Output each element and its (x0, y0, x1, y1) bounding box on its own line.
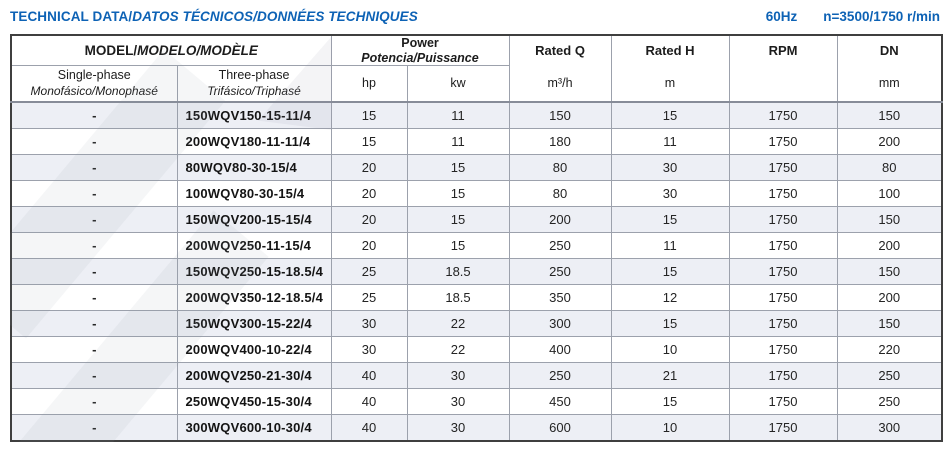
cell-rpm: 1750 (729, 389, 837, 415)
cell-rated-h: 15 (611, 389, 729, 415)
cell-hp: 30 (331, 311, 407, 337)
cell-kw: 18.5 (407, 285, 509, 311)
header-power-en: Power (401, 36, 439, 51)
table-body (11, 102, 942, 441)
cell-rpm: 1750 (729, 233, 837, 259)
cell-model: 200WQV250-11-15/4 (177, 233, 331, 259)
cell-hp: 40 (331, 389, 407, 415)
header-rated-q (509, 35, 611, 102)
header-dn (837, 35, 942, 102)
table-row (11, 102, 942, 129)
header-power-group (331, 35, 509, 66)
cell-rated-q: 350 (509, 285, 611, 311)
table-row (11, 311, 942, 337)
cell-hp: 15 (331, 129, 407, 155)
cell-model: 200WQV250-21-30/4 (177, 363, 331, 389)
table-row (11, 207, 942, 233)
cell-dn: 150 (837, 207, 942, 233)
cell-kw: 22 (407, 337, 509, 363)
cell-model: 200WQV180-11-11/4 (177, 129, 331, 155)
cell-rated-h: 15 (611, 102, 729, 129)
header-rated-h-unit: m (664, 76, 676, 90)
cell-dn: 250 (837, 389, 942, 415)
cell-rpm: 1750 (729, 337, 837, 363)
frequency-label: 60Hz (765, 9, 798, 24)
header-rated-h-label: Rated H (645, 43, 695, 58)
table-row (11, 233, 942, 259)
header-kw: kw (407, 66, 509, 103)
cell-rated-h: 10 (611, 337, 729, 363)
cell-rated-h: 30 (611, 155, 729, 181)
cell-single-phase: - (11, 285, 177, 311)
cell-model: 150WQV150-15-11/4 (177, 102, 331, 129)
header-rated-q-label: Rated Q (535, 43, 585, 58)
cell-hp: 20 (331, 155, 407, 181)
header-dn-label: DN (879, 43, 899, 58)
header-power-i18n: Potencia/Puissance (361, 50, 479, 65)
cell-rated-h: 11 (611, 129, 729, 155)
cell-rated-q: 80 (509, 155, 611, 181)
cell-rated-h: 15 (611, 207, 729, 233)
cell-rated-h: 30 (611, 181, 729, 207)
cell-hp: 30 (331, 337, 407, 363)
cell-model: 150WQV250-15-18.5/4 (177, 259, 331, 285)
cell-rated-h: 10 (611, 415, 729, 442)
table-container (10, 34, 941, 442)
cell-kw: 30 (407, 389, 509, 415)
header-three-phase (177, 66, 331, 103)
cell-dn: 80 (837, 155, 942, 181)
cell-kw: 15 (407, 181, 509, 207)
cell-rated-h: 15 (611, 259, 729, 285)
header-three-phase-en: Three-phase (218, 68, 290, 83)
cell-rated-h: 21 (611, 363, 729, 389)
header-model-group (11, 35, 331, 66)
header-specs (766, 9, 940, 24)
header-rated-q-unit: m³/h (547, 76, 573, 90)
cell-hp: 20 (331, 207, 407, 233)
header-row-groups (11, 35, 942, 66)
cell-model: 200WQV400-10-22/4 (177, 337, 331, 363)
cell-rated-q: 450 (509, 389, 611, 415)
cell-rated-h: 12 (611, 285, 729, 311)
cell-kw: 18.5 (407, 259, 509, 285)
cell-hp: 20 (331, 181, 407, 207)
cell-single-phase: - (11, 155, 177, 181)
cell-rpm: 1750 (729, 102, 837, 129)
header-hp: hp (331, 66, 407, 103)
cell-hp: 25 (331, 285, 407, 311)
cell-single-phase: - (11, 415, 177, 442)
cell-single-phase: - (11, 259, 177, 285)
cell-rated-q: 400 (509, 337, 611, 363)
cell-hp: 20 (331, 233, 407, 259)
cell-kw: 30 (407, 415, 509, 442)
cell-kw: 15 (407, 233, 509, 259)
cell-kw: 22 (407, 311, 509, 337)
cell-kw: 15 (407, 207, 509, 233)
cell-rated-h: 11 (611, 233, 729, 259)
cell-kw: 15 (407, 155, 509, 181)
cell-model: 150WQV300-15-22/4 (177, 311, 331, 337)
cell-kw: 11 (407, 102, 509, 129)
header-rated-h (611, 35, 729, 102)
table-row (11, 363, 942, 389)
cell-single-phase: - (11, 363, 177, 389)
cell-rated-q: 250 (509, 363, 611, 389)
header-rpm-label: RPM (768, 43, 798, 58)
cell-kw: 30 (407, 363, 509, 389)
table-row (11, 389, 942, 415)
cell-rated-q: 80 (509, 181, 611, 207)
cell-rated-q: 180 (509, 129, 611, 155)
cell-rated-q: 250 (509, 233, 611, 259)
cell-single-phase: - (11, 102, 177, 129)
cell-dn: 200 (837, 285, 942, 311)
cell-dn: 220 (837, 337, 942, 363)
header-three-phase-i18n: Trifásico/Triphasé (207, 83, 301, 98)
cell-hp: 25 (331, 259, 407, 285)
header-dn-unit: mm (878, 76, 900, 90)
header-rpm (729, 35, 837, 102)
cell-single-phase: - (11, 337, 177, 363)
cell-model: 300WQV600-10-30/4 (177, 415, 331, 442)
cell-hp: 15 (331, 102, 407, 129)
cell-rpm: 1750 (729, 129, 837, 155)
cell-model: 200WQV350-12-18.5/4 (177, 285, 331, 311)
cell-dn: 250 (837, 363, 942, 389)
cell-rpm: 1750 (729, 311, 837, 337)
cell-model: 80WQV80-30-15/4 (177, 155, 331, 181)
table-row (11, 415, 942, 442)
cell-dn: 300 (837, 415, 942, 442)
table-header (11, 35, 942, 102)
technical-data-table (10, 34, 943, 442)
cell-rated-h: 15 (611, 311, 729, 337)
cell-hp: 40 (331, 415, 407, 442)
title-translated: DATOS TÉCNICOS/DONNÉES TECHNIQUES (132, 9, 418, 24)
cell-single-phase: - (11, 389, 177, 415)
cell-dn: 200 (837, 129, 942, 155)
table-row (11, 155, 942, 181)
cell-single-phase: - (11, 181, 177, 207)
cell-single-phase: - (11, 233, 177, 259)
cell-model: 150WQV200-15-15/4 (177, 207, 331, 233)
cell-rated-q: 250 (509, 259, 611, 285)
cell-single-phase: - (11, 129, 177, 155)
cell-model: 100WQV80-30-15/4 (177, 181, 331, 207)
page-header (0, 0, 950, 31)
table-row (11, 337, 942, 363)
cell-hp: 40 (331, 363, 407, 389)
cell-rated-q: 150 (509, 102, 611, 129)
cell-dn: 150 (837, 259, 942, 285)
header-rpm-unit (730, 65, 837, 101)
table-row (11, 285, 942, 311)
cell-dn: 200 (837, 233, 942, 259)
cell-dn: 150 (837, 102, 942, 129)
cell-rpm: 1750 (729, 181, 837, 207)
cell-single-phase: - (11, 311, 177, 337)
page-title (10, 9, 418, 24)
cell-model: 250WQV450-15-30/4 (177, 389, 331, 415)
speed-label: n=3500/1750 r/min (823, 9, 940, 24)
table-row (11, 259, 942, 285)
cell-rpm: 1750 (729, 363, 837, 389)
header-single-phase-i18n: Monofásico/Monophasé (30, 83, 158, 98)
cell-rated-q: 200 (509, 207, 611, 233)
cell-rpm: 1750 (729, 155, 837, 181)
cell-rated-q: 300 (509, 311, 611, 337)
cell-rpm: 1750 (729, 207, 837, 233)
title-main: TECHNICAL DATA/ (10, 9, 133, 24)
cell-rpm: 1750 (729, 285, 837, 311)
cell-single-phase: - (11, 207, 177, 233)
header-model-en: MODEL/ (84, 43, 138, 58)
cell-kw: 11 (407, 129, 509, 155)
header-single-phase-en: Single-phase (57, 68, 131, 83)
table-row (11, 181, 942, 207)
cell-dn: 100 (837, 181, 942, 207)
cell-rated-q: 600 (509, 415, 611, 442)
cell-rpm: 1750 (729, 415, 837, 442)
cell-dn: 150 (837, 311, 942, 337)
table-row (11, 129, 942, 155)
header-single-phase (11, 66, 177, 103)
header-model-i18n: MODELO/MODÈLE (137, 43, 258, 58)
cell-rpm: 1750 (729, 259, 837, 285)
